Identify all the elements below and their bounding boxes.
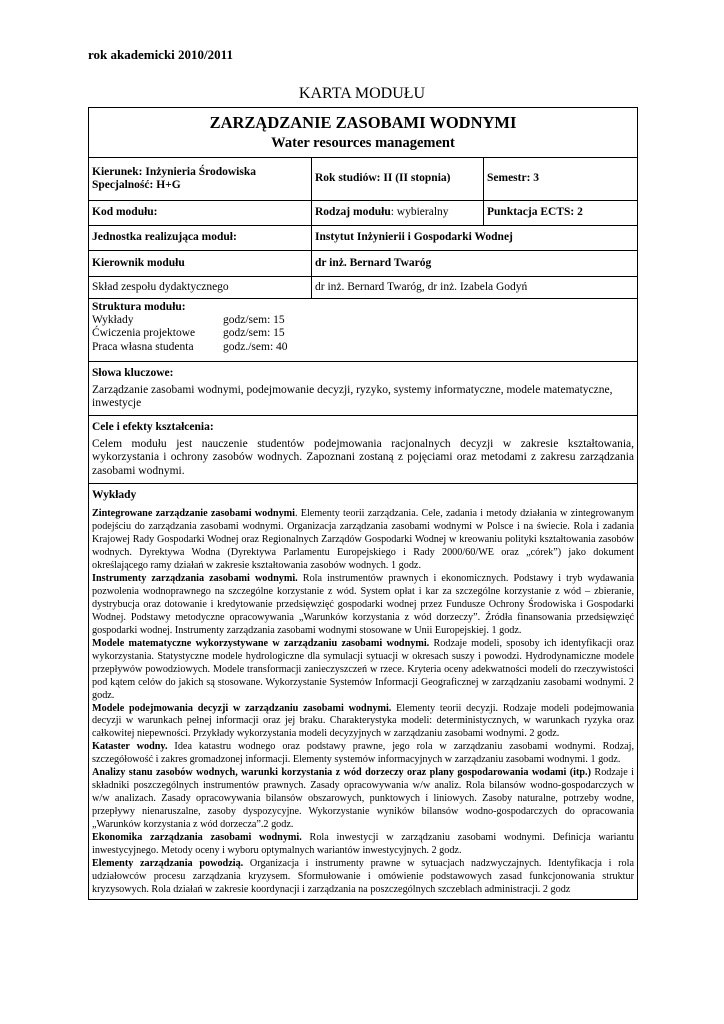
lecture-text: Rola inwestycji w zarządzaniu zasobami wodnymi. Definicja wariantu inwestycyjnego. Metody oceny i wyboru optymalnych wariantów inwestycyjnych. 2 godz. xyxy=(92,832,634,856)
lecture-title: Instrumenty zarządzania zasobami wodnymi. xyxy=(92,572,298,584)
module-code-label: Kod modułu: xyxy=(89,201,312,226)
lecture-title: Elementy zarządzania powodzią. xyxy=(92,857,244,869)
lecture-text: Rola instrumentów prawnych i ekonomicznych. Podstawy i tryb wydawania pozwolenia wodnoprawnego na szczególne korzystanie z wód. System opłat i kar za szczególne korzystanie z wód – zbieranie, dystrybucja oraz dotowanie i kredytowanie przedsięwzięć gospodarki wodnej przez Fundusze Ochrony Środowiska i Gospodarki Wodnej. Podstawy metodyczne opracowywania „Warunków korzystania z wód dorzeczy”. Źródła finansowania przedsięwzięć gospodarki wodnej. Instrumenty zarządzania zasobami wodnymi stosowane w Unii Europejskiej. 1 godz. xyxy=(92,572,634,636)
lecture-item xyxy=(92,703,634,742)
structure-row-name: Ćwiczenia projektowe xyxy=(92,327,196,340)
module-title-pl: ZARZĄDZANIE ZASOBAMI WODNYMI xyxy=(209,113,517,133)
goals-text: Celem modułu jest nauczenie studentów podejmowania racjonalnych decyzji w zakresie kształtowania, wykorzystania i ochrony zasobów wodnych. Zapoznani zostaną z pojęciami oraz metodami z zakresu zarządzania zasobami wodnymi. xyxy=(92,438,634,477)
lecture-item xyxy=(92,741,634,767)
module-type-label: Rodzaj modułu xyxy=(315,206,391,219)
lecture-title: Modele podejmowania decyzji w zarządzaniu zasobami wodnymi. xyxy=(92,702,392,714)
unit-label: Jednostka realizująca moduł: xyxy=(89,226,312,251)
lecture-item xyxy=(92,832,634,858)
lecture-item xyxy=(92,573,634,638)
lecture-title: Ekonomika zarządzania zasobami wodnymi. xyxy=(92,832,302,844)
goals-heading: Cele i efekty kształcenia: xyxy=(92,421,214,433)
lecture-text: Rodzaje i składniki poszczególnych instrumentów prawnych. Zasady opracowywania w/w analiz. Rola bilansów wodno-gospodarczych w w/w analizach. Zasady opracowywania bilansów obszarowych, punktowych i liniowych. Zasoby naturalne, potrzeby wodne, przepływy nienaruszalne, zasoby dyspozycyjne. Wykorzystanie wyników bilansów wodno-gospodarczych do opracowania „Warunków korzystania z wód dorzecza”.2 godz. xyxy=(92,767,634,831)
lecture-text: . Elementy teorii zarządzania. Cele, zadania i metody działania w zintegrowanym podejściu do zarządzania zasobami wodnymi. Organizacja zarządzania zasobami wodnymi w Polsce i na świecie. Rola i zadania Krajowej Rady Gospodarki Wodnej oraz Regionalnych Zarządów Gospodarki Wodnej w kreowaniu polityki kształtowania zasobów wodnych. Dyrektywa Wodna (Dyrektywa Parlamentu Europejskiego i Rady 2000/60/WE oraz „córek”) jako dokument określającego ramy działań w zakresie kształtowania zasobów wodnych. 1 godz. xyxy=(92,508,634,572)
lecture-title: Modele matematyczne wykorzystywane w zarządzaniu zasobami wodnymi. xyxy=(92,637,430,649)
structure-row-value: godz./sem: 40 xyxy=(223,340,288,353)
lecture-title: Kataster wodny. xyxy=(92,741,168,753)
keywords-text: Zarządzanie zasobami wodnymi, podejmowanie decyzji, ryzyko, systemy informatyczne, modele matematyczne, inwestycje xyxy=(92,384,613,410)
lectures-cell xyxy=(89,484,638,900)
structure-row xyxy=(92,341,634,354)
module-title-cell xyxy=(89,108,638,158)
goals-cell xyxy=(89,416,638,484)
lecture-item xyxy=(92,638,634,703)
keywords-heading: Słowa kluczowe: xyxy=(92,367,174,379)
ects-points: Punktacja ECTS: 2 xyxy=(484,201,638,226)
field-of-study: Kierunek: Inżynieria Środowiska xyxy=(92,165,256,178)
module-leader-label: Kierownik modułu xyxy=(89,251,312,277)
lecture-text: Elementy teorii decyzji. Rodzaje modeli podejmowania decyzji w warunkach pełnej informacji oraz jej braku. Charakterystyka modeli: deterministycznych, w warunkach ryzyka oraz całkowitej niepewności. Przykłady wykorzystania modeli decyzyjnych w zarządzaniu zasobami wodnymi. 2 godz. xyxy=(92,702,634,740)
lecture-title: Analizy stanu zasobów wodnych, warunki korzystania z wód dorzeczy oraz plany gospodarowania wodami (itp.) xyxy=(92,767,591,779)
lecture-title: Zintegrowane zarządzanie zasobami wodnymi xyxy=(92,508,295,520)
module-card-table xyxy=(88,107,638,900)
semester: Semestr: 3 xyxy=(484,158,638,201)
unit-value: Instytut Inżynierii i Gospodarki Wodnej xyxy=(312,226,638,251)
lecture-item xyxy=(92,508,634,573)
study-year: Rok studiów: II (II stopnia) xyxy=(312,158,484,201)
lecture-text: Idea katastru wodnego oraz podstawy prawne, jego rola w zarządzaniu zasobami wodnymi. Rodzaj, szczegółowość i zakres gromadzonej informacji. Elementy systemów informacyjnych w zarządzaniu zasobami wodnymi. 1 godz. xyxy=(92,741,634,766)
structure-row xyxy=(92,314,634,327)
structure-row-value: godz/sem: 15 xyxy=(223,327,285,340)
card-title: KARTA MODUŁU xyxy=(298,85,426,102)
lecture-text: Organizacja i instrumenty prawne w sytuacjach nadzwyczajnych. Identyfikacja i rola udziałowców procesu zarządzania kryzysem. Sformułowanie i omówienie podstawowych zasad funkcjonowania struktur kryzysowych. Rola działań w zakresie koordynacji i zarządzania na poszczególnych szczeblach administracji. 2 godz xyxy=(92,857,634,895)
lecture-text: Rodzaje modeli, sposoby ich identyfikacji oraz wykorzystania. Statystyczne modele hydrologiczne dla symulacji sytuacji w okresach suszy i powodzi. Hydrodynamiczne modele przepływów powodziowych. Modele transformacji zanieczyszczeń w rzece. Kryteria oceny adekwatności modeli do rzeczywistości pod kątem celów do jakich są stosowane. Wykorzystanie Systemów Informacji Geograficznej w zarządzaniu zasobami wodnymi. 2 godz. xyxy=(92,637,634,701)
academic-year: rok akademicki 2010/2011 xyxy=(88,47,233,62)
lecture-item xyxy=(92,767,634,832)
module-type-cell xyxy=(312,201,484,226)
structure-heading: Struktura modułu: xyxy=(92,301,186,313)
field-of-study-cell xyxy=(89,158,312,201)
structure-row-name: Praca własna studenta xyxy=(92,340,194,353)
structure-row-value: godz/sem: 15 xyxy=(223,314,285,327)
teaching-team-label: Skład zespołu dydaktycznego xyxy=(89,277,312,299)
specialization: Specjalność: H+G xyxy=(92,179,181,191)
structure-cell xyxy=(89,299,638,362)
keywords-cell xyxy=(89,362,638,416)
lecture-item xyxy=(92,858,634,897)
module-title-en: Water resources management xyxy=(271,134,455,151)
structure-row-name: Wykłady xyxy=(92,314,134,327)
lectures-heading: Wykłady xyxy=(92,489,137,501)
module-type-value: : wybieralny xyxy=(390,206,449,219)
teaching-team-value: dr inż. Bernard Twaróg, dr inż. Izabela Godyń xyxy=(312,277,638,299)
structure-row xyxy=(92,327,634,340)
module-leader-value: dr inż. Bernard Twaróg xyxy=(312,251,638,277)
